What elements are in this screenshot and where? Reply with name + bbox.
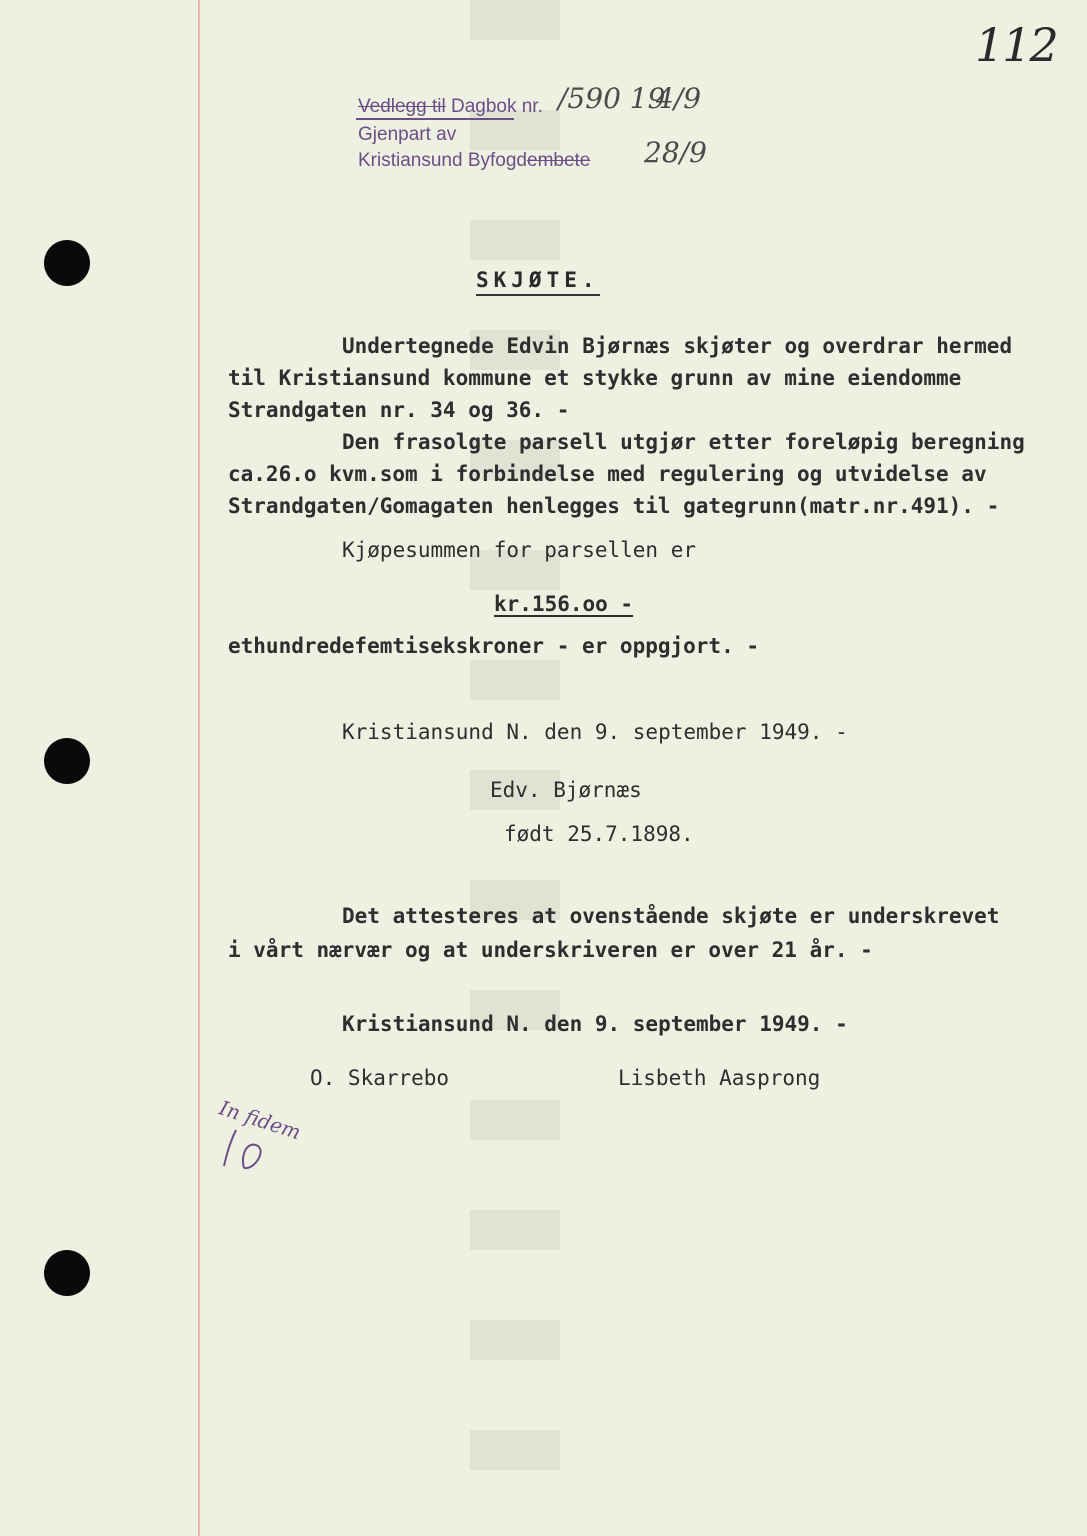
body-line: Strandgaten/Gomagaten henlegges til gategrunn(matr.nr.491). - <box>228 494 1000 518</box>
stamp-line-2: Gjenpart av <box>358 124 457 145</box>
witness-2: Lisbeth Aasprong <box>618 1066 821 1090</box>
page-number: 112 <box>975 18 1057 72</box>
body-line: Undertegnede Edvin Bjørnæs skjøter og overdrar hermed <box>342 334 1013 358</box>
stamp-line-1 <box>358 96 543 118</box>
margin-line <box>198 0 200 1536</box>
stamp-dagbok-label: Dagbok nr. <box>450 96 543 117</box>
punch-hole-middle <box>44 738 90 784</box>
punch-hole-bottom <box>44 1250 90 1296</box>
dagbok-date-handwritten: 4/9 <box>656 82 702 115</box>
signing-date: Kristiansund N. den 9. september 1949. - <box>342 720 848 744</box>
punch-hole-top <box>44 240 90 286</box>
price-in-words: ethundredefemtisekskroner - er oppgjort. - <box>228 634 760 658</box>
attest-line: Det attesteres at ovenstående skjøte er underskrevet <box>342 904 1000 928</box>
stamp-date-handwritten: 28/9 <box>644 136 707 169</box>
body-line: Den frasolgte parsell utgjør etter foreløpig beregning <box>342 430 1025 454</box>
in-fidem-mark: In fidem <box>216 1095 304 1145</box>
document-title: SKJØTE. <box>476 268 600 296</box>
stamp-rule <box>356 118 514 120</box>
attest-line: i vårt nærvær og at underskriveren er over 21 år. - <box>228 938 873 962</box>
initials-signature <box>214 1118 294 1178</box>
stamp-line-3 <box>358 150 590 172</box>
seller-birthdate: født 25.7.1898. <box>504 822 694 846</box>
dagbok-number-handwritten: /590 19 <box>558 82 666 115</box>
body-line: ca.26.o kvm.som i forbindelse med regulering og utvidelse av <box>228 462 987 486</box>
seller-name: Edv. Bjørnæs <box>490 778 642 802</box>
stamp-office: Kristiansund Byfogd <box>358 150 527 171</box>
stamp-struck-text: Vedlegg til <box>358 96 446 117</box>
witness-1: O. Skarrebo <box>310 1066 450 1090</box>
price-intro: Kjøpesummen for parsellen er <box>342 538 697 562</box>
price-amount: kr.156.oo - <box>494 592 634 616</box>
stamp-office-struck: embete <box>527 150 591 171</box>
body-line: til Kristiansund kommune et stykke grunn av mine eiendomme <box>228 366 962 390</box>
body-line: Strandgaten nr. 34 og 36. - <box>228 398 570 422</box>
paper-watermark <box>470 0 560 1536</box>
attest-date: Kristiansund N. den 9. september 1949. - <box>342 1012 848 1036</box>
